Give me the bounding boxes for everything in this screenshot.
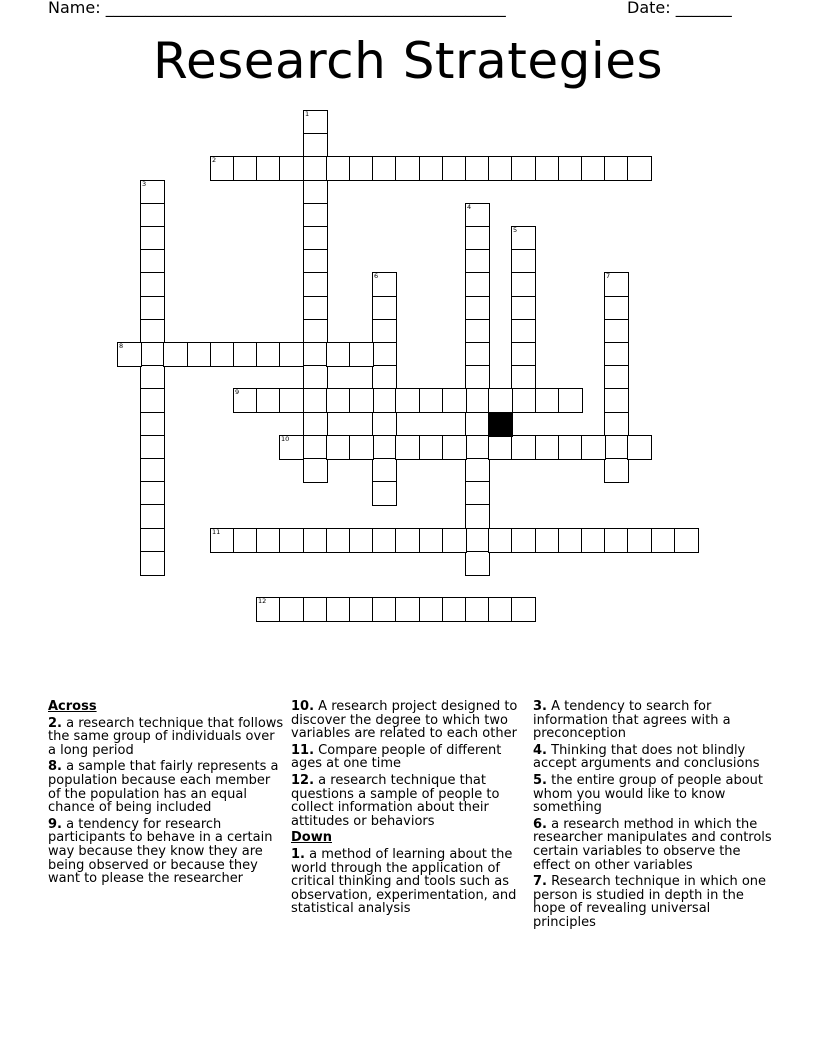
clue-number-label: 2 xyxy=(212,156,217,164)
crossword-cell[interactable] xyxy=(465,412,490,437)
crossword-cell[interactable] xyxy=(465,435,490,460)
crossword-cell[interactable] xyxy=(140,458,165,483)
crossword-cell[interactable] xyxy=(326,435,351,460)
clue-text: a research technique that follows the same group of individuals over a long period xyxy=(48,715,284,758)
crossword-cell[interactable] xyxy=(465,551,490,576)
crossword-cell[interactable] xyxy=(372,365,397,390)
crossword-cell[interactable] xyxy=(511,156,536,181)
crossword-cell[interactable] xyxy=(303,272,328,297)
crossword-cell[interactable] xyxy=(627,528,652,553)
crossword-cell[interactable] xyxy=(465,272,490,297)
crossword-cell[interactable] xyxy=(140,504,165,529)
crossword-cell[interactable] xyxy=(233,342,258,367)
crossword-cell[interactable] xyxy=(465,597,490,622)
crossword-cell[interactable] xyxy=(303,412,328,437)
crossword-cell[interactable] xyxy=(140,435,165,460)
crossword-cell[interactable] xyxy=(303,365,328,390)
clue-down-4 xyxy=(533,744,773,771)
clue-number-label: 4 xyxy=(467,203,472,211)
down-heading: Down xyxy=(291,830,332,846)
crossword-cell[interactable] xyxy=(511,226,536,251)
crossword-cell[interactable] xyxy=(465,481,490,506)
crossword-cell[interactable] xyxy=(140,203,165,228)
crossword-cell[interactable] xyxy=(442,528,467,553)
clue-text: A tendency to search for information that agrees with a preconception xyxy=(533,699,731,742)
crossword-cell[interactable] xyxy=(372,412,397,437)
clue-number-label: 11 xyxy=(212,528,221,536)
crossword-cell[interactable] xyxy=(558,388,583,413)
crossword-cell[interactable] xyxy=(140,296,165,321)
crossword-cell[interactable] xyxy=(372,458,397,483)
crossword-cell[interactable] xyxy=(326,342,351,367)
page-title: Research Strategies xyxy=(152,32,664,90)
crossword-cell[interactable] xyxy=(117,342,142,367)
clue-number: 10. xyxy=(291,699,315,714)
crossword-cell[interactable] xyxy=(558,156,583,181)
crossword-cell[interactable] xyxy=(303,458,328,483)
clue-down-3 xyxy=(533,700,773,741)
crossword-cell[interactable] xyxy=(395,528,420,553)
crossword-cell[interactable] xyxy=(511,528,536,553)
crossword-cell[interactable] xyxy=(349,597,374,622)
crossword-cell[interactable] xyxy=(604,365,629,390)
crossword-cell[interactable] xyxy=(604,272,629,297)
crossword-cell[interactable] xyxy=(326,388,351,413)
clue-text: a sample that fairly represents a population because each member of the population has an equal chance of being included xyxy=(48,759,279,816)
clue-text: Compare people of different ages at one time xyxy=(291,742,502,772)
date-label: Date: xyxy=(627,0,671,17)
clue-number: 5. xyxy=(533,772,547,788)
crossword-cell[interactable] xyxy=(488,435,513,460)
clue-number: 1. xyxy=(291,846,305,862)
crossword-cell[interactable] xyxy=(488,597,513,622)
crossword-cell[interactable] xyxy=(140,365,165,390)
clue-number: 11. xyxy=(291,742,315,758)
crossword-cell[interactable] xyxy=(511,597,536,622)
crossword-cell[interactable] xyxy=(442,597,467,622)
crossword-cell[interactable] xyxy=(256,597,281,622)
crossword-cell[interactable] xyxy=(326,528,351,553)
crossword-cell[interactable] xyxy=(233,528,258,553)
crossword-cell[interactable] xyxy=(372,319,397,344)
clue-text: a research technique that questions a sample of people to collect information about their attitudes or behaviors xyxy=(291,772,500,829)
clue-text: A research project designed to discover the degree to which two variables are related to each other xyxy=(291,699,518,742)
crossword-cell[interactable] xyxy=(488,156,513,181)
crossword-cell[interactable] xyxy=(604,319,629,344)
crossword-cell[interactable] xyxy=(279,342,304,367)
crossword-cell[interactable] xyxy=(163,342,188,367)
crossword-cell[interactable] xyxy=(511,272,536,297)
clue-across-9 xyxy=(48,818,284,886)
crossword-cell[interactable] xyxy=(627,435,652,460)
clue-number-label: 3 xyxy=(142,180,147,188)
crossword-cell[interactable] xyxy=(140,272,165,297)
crossword-cell[interactable] xyxy=(140,319,165,344)
crossword-cell[interactable] xyxy=(140,226,165,251)
crossword-cell[interactable] xyxy=(581,528,606,553)
crossword-cell[interactable] xyxy=(604,342,629,367)
crossword-cell[interactable] xyxy=(465,319,490,344)
crossword-cell[interactable] xyxy=(372,528,397,553)
crossword-cell[interactable] xyxy=(604,528,629,553)
crossword-cell[interactable] xyxy=(442,435,467,460)
crossword-cell[interactable] xyxy=(604,458,629,483)
clue-number-label: 6 xyxy=(374,272,379,280)
crossword-cell[interactable] xyxy=(581,435,606,460)
crossword-cell[interactable] xyxy=(465,365,490,390)
crossword-cell[interactable] xyxy=(303,435,328,460)
crossword-cell[interactable] xyxy=(210,156,235,181)
clue-number: 7. xyxy=(533,874,547,890)
crossword-cell[interactable] xyxy=(465,203,490,228)
crossword-cell[interactable] xyxy=(419,156,444,181)
crossword-cell[interactable] xyxy=(303,180,328,205)
crossword-cell[interactable] xyxy=(140,528,165,553)
crossword-cell[interactable] xyxy=(303,296,328,321)
crossword-cell[interactable] xyxy=(256,388,281,413)
crossword-cell[interactable] xyxy=(303,528,328,553)
crossword-cell[interactable] xyxy=(233,388,258,413)
crossword-cell[interactable] xyxy=(303,319,328,344)
crossword-cell[interactable] xyxy=(256,156,281,181)
crossword-cell[interactable] xyxy=(627,156,652,181)
clue-down-5 xyxy=(533,774,773,815)
clue-across-12 xyxy=(291,774,527,828)
crossword-cell[interactable] xyxy=(558,435,583,460)
crossword-cell[interactable] xyxy=(349,156,374,181)
clues-column-2 xyxy=(291,700,527,919)
crossword-cell[interactable] xyxy=(279,435,304,460)
crossword-cell[interactable] xyxy=(465,504,490,529)
crossword-cell[interactable] xyxy=(140,551,165,576)
clue-text: a tendency for research participants to behave in a certain way because they know they are being observed or because they want to please the researcher xyxy=(48,816,273,887)
crossword-cell[interactable] xyxy=(349,528,374,553)
clue-number: 8. xyxy=(48,759,62,775)
clue-across-2 xyxy=(48,717,284,758)
crossword-cell[interactable] xyxy=(604,156,629,181)
crossword-cell[interactable] xyxy=(279,528,304,553)
clue-text: the entire group of people about whom you would like to know something xyxy=(533,772,763,816)
crossword-cell[interactable] xyxy=(488,528,513,553)
clue-down-7 xyxy=(533,875,773,929)
crossword-cell[interactable] xyxy=(465,342,490,367)
crossword-cell[interactable] xyxy=(465,226,490,251)
crossword-cell[interactable] xyxy=(303,203,328,228)
crossword-cell[interactable] xyxy=(349,342,374,367)
crossword-cell[interactable] xyxy=(140,412,165,437)
clue-number: 9. xyxy=(48,816,62,832)
crossword-cell[interactable] xyxy=(511,342,536,367)
crossword-cell[interactable] xyxy=(604,296,629,321)
crossword-cell[interactable] xyxy=(419,597,444,622)
black-square xyxy=(488,412,513,437)
crossword-cell[interactable] xyxy=(511,388,536,413)
crossword-cell[interactable] xyxy=(303,110,328,135)
clue-number: 4. xyxy=(533,742,547,758)
clue-number-label: 9 xyxy=(235,388,240,396)
crossword-cell[interactable] xyxy=(279,156,304,181)
crossword-cell[interactable] xyxy=(349,388,374,413)
crossword-cell[interactable] xyxy=(326,156,351,181)
clue-across-10 xyxy=(291,700,527,741)
across-heading: Across xyxy=(48,699,97,714)
clue-number-label: 7 xyxy=(606,272,611,280)
crossword-cell[interactable] xyxy=(535,435,560,460)
crossword-cell[interactable] xyxy=(140,342,165,367)
name-label: Name: xyxy=(48,0,101,17)
clue-across-11 xyxy=(291,744,527,771)
crossword-cell[interactable] xyxy=(372,435,397,460)
crossword-cell[interactable] xyxy=(465,249,490,274)
crossword-cell[interactable] xyxy=(465,388,490,413)
crossword-cell[interactable] xyxy=(442,156,467,181)
clue-across-8 xyxy=(48,760,284,814)
crossword-cell[interactable] xyxy=(511,249,536,274)
crossword-cell[interactable] xyxy=(651,528,676,553)
crossword-cell[interactable] xyxy=(535,388,560,413)
crossword-cell[interactable] xyxy=(419,435,444,460)
crossword-cell[interactable] xyxy=(511,319,536,344)
crossword-cell[interactable] xyxy=(511,296,536,321)
clue-number-label: 10 xyxy=(281,435,290,443)
crossword-cell[interactable] xyxy=(279,388,304,413)
crossword-cell[interactable] xyxy=(535,156,560,181)
clues-column-3 xyxy=(533,700,773,933)
name-line: __________________________________________________ xyxy=(105,0,506,17)
crossword-cell[interactable] xyxy=(395,435,420,460)
clues-column-1 xyxy=(48,700,284,889)
crossword-cell[interactable] xyxy=(233,156,258,181)
crossword-cell[interactable] xyxy=(488,388,513,413)
clue-number-label: 12 xyxy=(258,597,267,605)
crossword-cell[interactable] xyxy=(419,388,444,413)
crossword-cell[interactable] xyxy=(187,342,212,367)
crossword-cell[interactable] xyxy=(303,342,328,367)
clue-number: 2. xyxy=(48,715,62,731)
crossword-cell[interactable] xyxy=(372,481,397,506)
crossword-cell[interactable] xyxy=(372,342,397,367)
crossword-cell[interactable] xyxy=(372,156,397,181)
crossword-cell[interactable] xyxy=(372,388,397,413)
crossword-cell[interactable] xyxy=(140,388,165,413)
crossword-cell[interactable] xyxy=(256,528,281,553)
crossword-cell[interactable] xyxy=(395,388,420,413)
crossword-cell[interactable] xyxy=(604,435,629,460)
clue-number-label: 8 xyxy=(119,342,124,350)
crossword-cell[interactable] xyxy=(535,528,560,553)
crossword-cell[interactable] xyxy=(395,597,420,622)
crossword-cell[interactable] xyxy=(465,458,490,483)
crossword-cell[interactable] xyxy=(604,412,629,437)
clue-text: Research technique in which one person is studied in depth in the hope of revealing universal principles xyxy=(533,874,767,930)
clue-down-6 xyxy=(533,818,773,872)
crossword-cell[interactable] xyxy=(303,133,328,158)
crossword-cell[interactable] xyxy=(581,156,606,181)
crossword-cell[interactable] xyxy=(303,597,328,622)
crossword-cell[interactable] xyxy=(349,435,374,460)
clue-number-label: 1 xyxy=(305,110,310,118)
clue-text: a research method in which the researcher manipulates and controls certain variables to observe the effect on other variables xyxy=(533,816,772,873)
clue-text: a method of learning about the world through the application of critical thinking and tools such as observation, experimentation, and statistical analysis xyxy=(291,846,517,917)
crossword-cell[interactable] xyxy=(303,156,328,181)
crossword-cell[interactable] xyxy=(372,272,397,297)
clue-number: 6. xyxy=(533,816,547,832)
crossword-cell[interactable] xyxy=(210,528,235,553)
crossword-cell[interactable] xyxy=(372,296,397,321)
crossword-cell[interactable] xyxy=(604,388,629,413)
crossword-cell[interactable] xyxy=(511,365,536,390)
clue-number: 3. xyxy=(533,699,547,714)
crossword-cell[interactable] xyxy=(140,481,165,506)
clue-number-label: 5 xyxy=(513,226,518,234)
crossword-cell[interactable] xyxy=(303,249,328,274)
crossword-cell[interactable] xyxy=(419,528,444,553)
crossword-cell[interactable] xyxy=(140,249,165,274)
clue-text: Thinking that does not blindly accept arguments and conclusions xyxy=(533,742,760,772)
clue-down-1 xyxy=(291,848,527,916)
crossword-cell[interactable] xyxy=(210,342,235,367)
crossword-cell[interactable] xyxy=(303,226,328,251)
crossword-cell[interactable] xyxy=(279,597,304,622)
crossword-cell[interactable] xyxy=(465,156,490,181)
crossword-cell[interactable] xyxy=(326,597,351,622)
crossword-cell[interactable] xyxy=(256,342,281,367)
crossword-cell[interactable] xyxy=(511,435,536,460)
crossword-cell[interactable] xyxy=(140,180,165,205)
crossword-cell[interactable] xyxy=(558,528,583,553)
crossword-cell[interactable] xyxy=(465,528,490,553)
date-line: _______ xyxy=(675,0,732,17)
clue-number: 12. xyxy=(291,772,315,788)
crossword-cell[interactable] xyxy=(372,597,397,622)
crossword-cell[interactable] xyxy=(674,528,699,553)
crossword-cell[interactable] xyxy=(442,388,467,413)
crossword-cell[interactable] xyxy=(395,156,420,181)
crossword-cell[interactable] xyxy=(303,388,328,413)
crossword-cell[interactable] xyxy=(465,296,490,321)
